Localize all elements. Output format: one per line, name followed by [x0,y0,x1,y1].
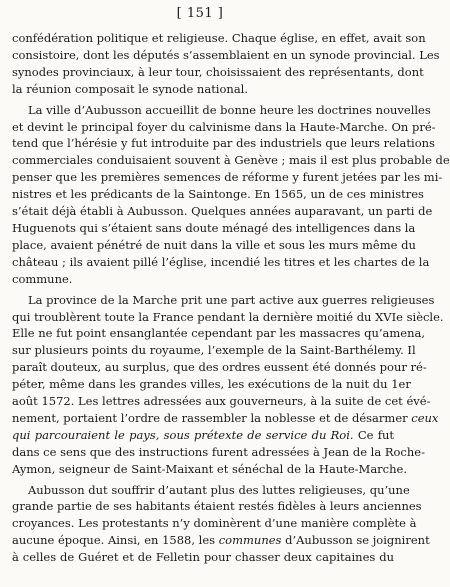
text-line: commerciales conduisaient souvent à Genève ; mais il est plus probable de [12,153,450,168]
text-line: synodes provinciaux, à leur tour, choisissaient des représentants, dont [12,64,424,79]
text-line: qui troublèrent toute la France pendant la dernière moitié du XVIe siècle. [12,309,444,324]
text-line: sur plusieurs points du royaume, l’exemple de la Saint-Barthélemy. Il [12,343,416,358]
text-line [12,532,430,549]
italic-text: communes [218,533,282,548]
text-run: aucune époque. Ainsi, en 1588, les [12,533,216,548]
text-line [12,410,439,427]
text-line: à celles de Guéret et de Felletin pour chasser deux capitaines du [12,550,394,565]
text-line: consistoire, dont les députés s’assemblaient en un synode provincial. Les [12,47,440,62]
text-line: tend que l’hérésie y fut introduite par des industriels que leurs relations [12,136,435,151]
text-line: s’était déjà établi à Aubusson. Quelques années auparavant, un parti de [12,204,433,219]
text-line: paraît douteux, au surplus, que des ordres eussent été donnés pour ré- [12,360,427,375]
text-line: La province de la Marche prit une part active aux guerres religieuses [28,292,435,307]
page-number: [ 151 ] [176,6,224,21]
text-line: penser que les premières semences de réforme y furent jetées par les mi- [12,170,443,185]
text-run: d’Aubusson se joignirent [285,533,430,548]
text-line: La ville d’Aubusson accueillit de bonne heure les doctrines nouvelles [28,102,431,117]
paragraph [12,30,440,98]
text-line: la réunion composait le synode national. [12,81,249,96]
text-line: confédération politique et religieuse. Chaque église, en effet, avait son [12,31,426,45]
body-text [12,30,450,566]
text-line: commune. [12,271,73,286]
text-line: Aymon, seigneur de Saint-Maixant et sénéchal de la Haute-Marche. [12,461,407,476]
text-line: Elle ne fut point ensanglantée cependant par les massacres qu’amena, [12,326,425,341]
text-line: grande partie de ses habitants étaient restés fidèles à leurs anciennes [12,499,422,514]
text-line: péter, même dans les grandes villes, les exécutions de la nuit du 1er [12,377,411,392]
italic-text: qui parcouraient le pays, sous prétexte de service du Roi. [12,427,354,442]
text-line [12,427,394,444]
text-line: dans ce sens que des instructions furent adressées à Jean de la Roche- [12,444,425,459]
italic-text: ceux [411,410,439,425]
text-line: place, avaient pénétré de nuit dans la ville et sous les murs même du [12,237,416,252]
paragraph [12,292,444,478]
text-run: Ce fut [357,427,395,442]
text-line: Huguenots qui s’étaient sans doute ménagé des intelligences dans la [12,220,416,235]
text-line: château ; ils avaient pillé l’église, incendié les titres et les chartes de la [12,254,430,269]
text-run: nement, portaient l’ordre de rassembler la noblesse et de désarmer [12,410,408,425]
text-line: nistres et les prédicants de la Saintonge. En 1565, un de ces ministres [12,187,424,202]
text-line: août 1572. Les lettres adressées aux gouverneurs, à la suite de cet évé- [12,394,431,409]
text-line: Aubusson dut souffrir d’autant plus des luttes religieuses, qu’une [28,482,410,497]
paragraph [12,102,450,288]
text-line: croyances. Les protestants n’y dominèrent d’une manière complète à [12,516,417,531]
paragraph [12,482,430,567]
text-line: et devint le principal foyer du calvinisme dans la Haute-Marche. On pré- [12,119,436,134]
